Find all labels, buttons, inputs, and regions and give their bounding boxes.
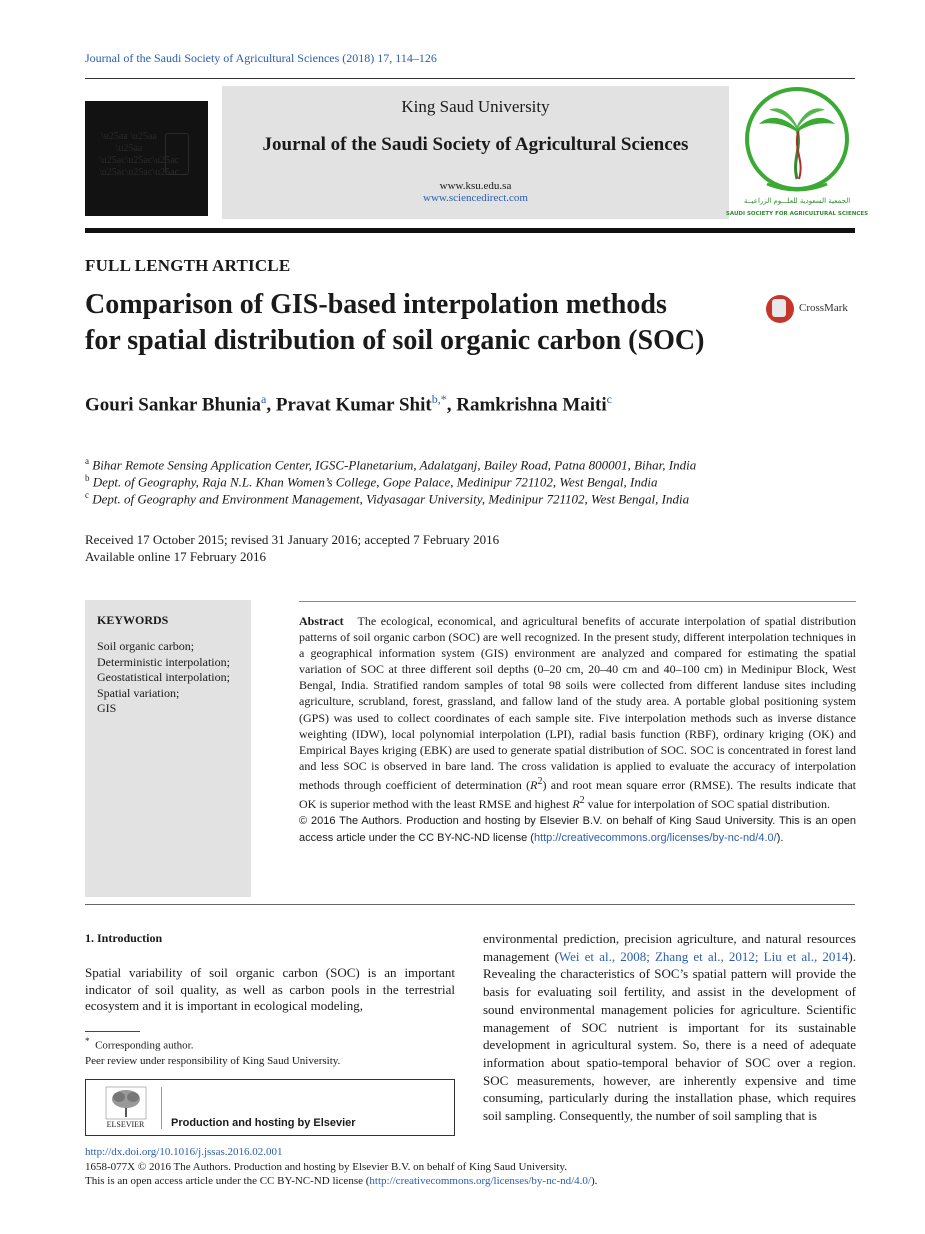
intro-text: environmental prediction, precision agriculture, and natural resources management ( (483, 931, 856, 964)
abstract-text: The ecological, economical, and agricultural benefits of accurate interpolation of spatial distribution patterns of soil organic carbon (SOC) are well recognized. In the present study, different interpolation techniques in a geographical information system (GIS) environment are analyzed and compared for estimating the spatial variation of SOC at three different soil depths (0–20 cm, 20–40 cm and 40–100 cm) in Medinipur Block, West Bengal, India. Stratified random samples of total 98 soils were collected from different landuse sites including agriculture, scrubland, forest, grassland, and fallow land of the study area. A portable global positioning system (GPS) was used to collect coordinates of each sample site. Five interpolation methods such as inverse distance weighting (IDW), local polynomial interpolation (LPI), radial basis function (RBF), ordinary kriging (OK) and Empirical Bayes kriging (EBK) are used to generate spatial distribution of SOC. SOC is concentrated in forest land and less SOC is observed in bare land. The cross validation is applied to evaluate the accuracy of interpolation methods through coefficient of determination ( (299, 614, 856, 792)
r-symbol: R (572, 797, 580, 812)
footnote-marker: * (85, 1036, 90, 1046)
ksu-logo-mark: \u25aa \u25aa \u25aa \u25ac\u25ac\u25ac \u25ac\u25ac\u25ac (99, 131, 179, 178)
r-squared-exponent: 2 (579, 795, 585, 807)
author-separator: , (446, 394, 457, 416)
abstract-copyright (299, 815, 856, 844)
license-text: This is an open access article under the CC BY-NC-ND license ( (85, 1175, 370, 1187)
abstract-text: ) and root mean square error (RMSE). The results indicate that OK is superior method with the least RMSE and highest (299, 777, 857, 812)
license-link[interactable]: http://creativecommons.org/licenses/by-nc-nd/4.0/ (369, 1175, 591, 1187)
author-name[interactable]: Gouri Sankar Bhunia (85, 394, 262, 416)
received-dates: Received 17 October 2015; revised 31 January 2016; accepted 7 February 2016 (85, 532, 500, 547)
author-name[interactable]: Ramkrishna Maiti (456, 394, 607, 416)
footnote-rule (85, 1031, 140, 1032)
crossmark-icon (766, 295, 794, 323)
footnote-peer-review: Peer review under responsibility of King Saud University. (85, 1055, 341, 1067)
society-logo (725, 84, 869, 219)
elsevier-tree-icon (106, 1087, 146, 1119)
author-affiliation-marker[interactable]: a (261, 392, 267, 406)
affiliation (85, 456, 696, 473)
license-line (85, 1175, 597, 1187)
author-list (85, 392, 612, 416)
elsevier-divider (161, 1087, 162, 1129)
affiliation-marker: c (85, 490, 89, 500)
author-separator: , (266, 394, 276, 416)
affiliation-text: Bihar Remote Sensing Application Center, IGSC-Planetarium, Adalatganj, Bailey Road, Patna 800001, Bihar, India (92, 457, 697, 473)
journal-citation[interactable]: Journal of the Saudi Society of Agricultural Sciences (2018) 17, 114–126 (85, 51, 437, 65)
section-heading: 1. Introduction (85, 931, 163, 945)
crossmark-button[interactable] (766, 293, 861, 329)
r-symbol: R (530, 777, 538, 792)
affiliation (85, 490, 689, 507)
sciencedirect-link[interactable]: www.sciencedirect.com (423, 192, 528, 204)
citation-link[interactable]: Wei et al., 2008; Zhang et al., 2012; Liu et al., 2014 (558, 948, 849, 964)
issn-line: 1658-077X © 2016 The Authors. Production and hosting by Elsevier B.V. on behalf of King Saud University. (85, 1161, 568, 1173)
footnote-corresponding (85, 1036, 193, 1052)
article-title (85, 287, 765, 359)
license-suffix: ). (591, 1175, 598, 1187)
ksu-website: www.ksu.edu.sa (439, 180, 512, 192)
keywords-heading: KEYWORDS (97, 613, 169, 627)
society-logo-arabic: الجمعية السعودية للعلـــوم الزراعيــة (743, 197, 851, 205)
copyright-end: ). (776, 832, 784, 845)
available-online: Available online 17 February 2016 (85, 549, 266, 564)
top-divider (85, 78, 855, 79)
keyword: Geostatistical interpolation; (97, 670, 230, 684)
keyword: Soil organic carbon; (97, 639, 195, 653)
r-squared-exponent: 2 (537, 775, 543, 787)
society-logo-english: SAUDI SOCIETY FOR AGRICULTURAL SCIENCES (725, 211, 869, 217)
author-name[interactable]: Pravat Kumar Shit (275, 394, 432, 416)
author-affiliation-marker[interactable]: c (606, 392, 612, 406)
keyword: GIS (97, 701, 117, 715)
journal-title: Journal of the Saudi Society of Agricultural Sciences (262, 134, 689, 155)
title-line-1: Comparison of GIS-based interpolation methods (85, 289, 667, 320)
keyword: Spatial variation; (97, 686, 180, 700)
intro-text: ). Revealing the characteristics of SOC’s spatial pattern will provide the basis for evaluating soil fertility, and assist in the development of sound environmental management policies for agriculture. Scientific management of SOC nutrient is important for its sustainable development in agricultural system. So, there is a need of adequate information about spatio-temporal behavior of SOC over a region. SOC measurements, however, are inherently expensive and time consuming, particularly during the installation phase, which requires soil sampling. Consequently, the number of soil sampling that is (483, 948, 857, 1124)
affiliation-marker: b (85, 473, 90, 483)
footnote-text: Corresponding author. (95, 1039, 194, 1052)
elsevier-logo (98, 1087, 153, 1130)
affiliation-text: Dept. of Geography and Environment Management, Vidyasagar University, Medinipur 721102, West Bengal, India (92, 491, 690, 507)
abstract (299, 613, 856, 846)
ksu-emblem-icon (165, 133, 189, 175)
abstract-heading: Abstract (299, 614, 344, 628)
elsevier-hosting-text: Production and hosting by Elsevier (171, 1117, 356, 1129)
university-name: King Saud University (401, 97, 550, 116)
abstract-top-rule (299, 601, 856, 602)
doi-link[interactable]: http://dx.doi.org/10.1016/j.jssas.2016.02.001 (85, 1146, 283, 1158)
header-rule (85, 228, 855, 233)
crossmark-label: CrossMark (799, 302, 848, 314)
elsevier-wordmark: ELSEVIER (106, 1120, 145, 1129)
section-divider (85, 904, 855, 905)
intro-column-left: Spatial variability of soil organic carbon (SOC) is an important indicator of soil quality, as well as carbon pools in the terrestrial ecosystem and it is important in ecological modeling, (85, 965, 455, 1013)
abstract-text: value for interpolation of SOC spatial distribution. (584, 797, 830, 812)
affiliation-text: Dept. of Geography, Raja N.L. Khan Women’s College, Gope Palace, Medinipur 721102, West Bengal, India (92, 474, 658, 490)
article-type: FULL LENGTH ARTICLE (85, 256, 291, 275)
keyword: Deterministic interpolation; (97, 655, 230, 669)
intro-column-right (483, 930, 856, 1125)
affiliation-marker: a (85, 456, 89, 466)
copyright-text: © 2016 The Authors. Production and hosting by Elsevier B.V. on behalf of King Saud University. This is an open access article under the CC BY-NC-ND license ( (299, 815, 856, 845)
affiliation (85, 473, 657, 490)
license-link[interactable]: http://creativecommons.org/licenses/by-nc-nd/4.0/ (533, 832, 777, 845)
author-affiliation-marker[interactable]: b,* (431, 392, 447, 406)
ksu-logo (85, 101, 208, 216)
society-logo-icon (725, 84, 869, 219)
title-line-2: for spatial distribution of soil organic carbon (SOC) (85, 325, 705, 356)
